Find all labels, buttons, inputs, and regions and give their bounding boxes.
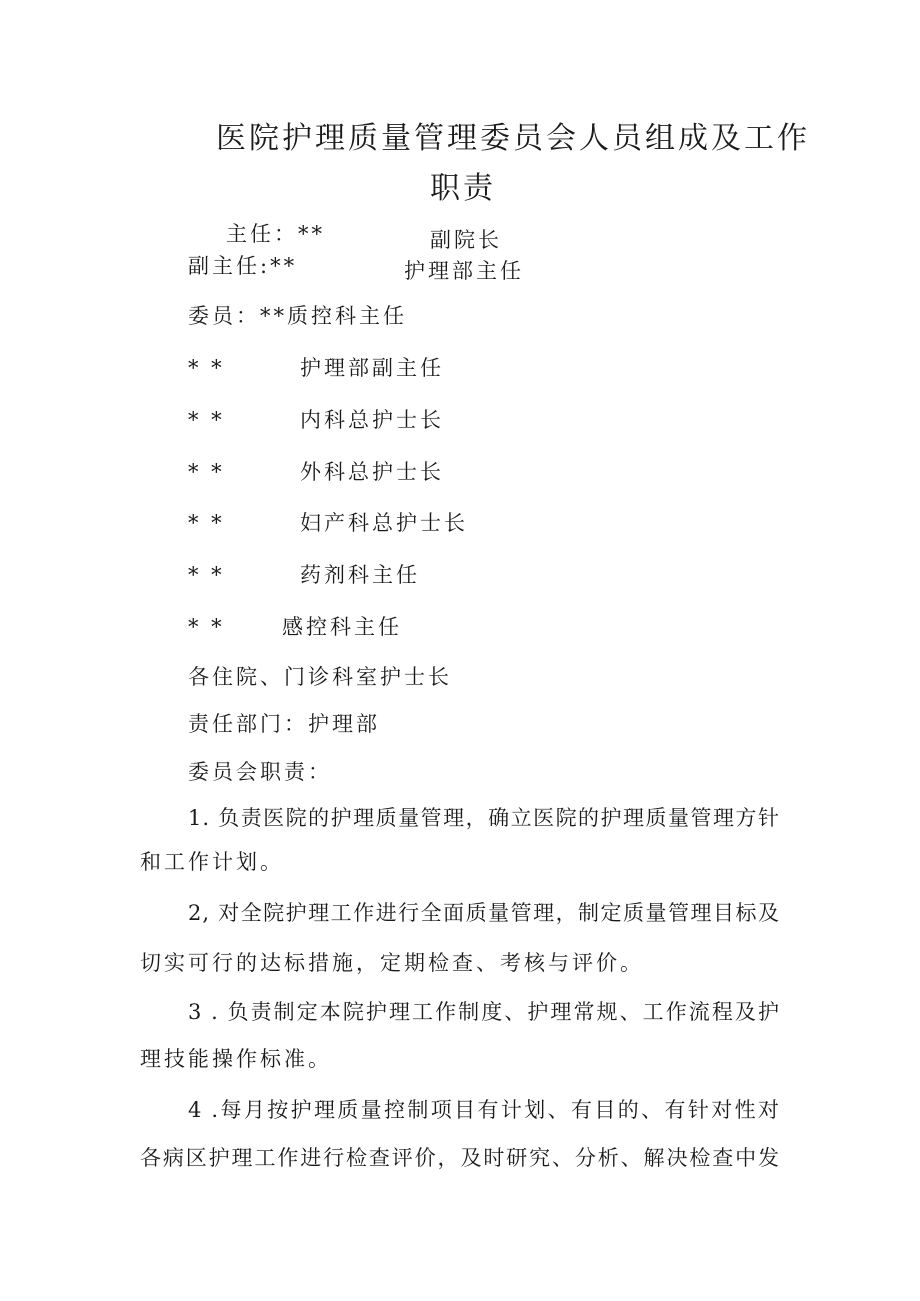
member-name: * * bbox=[188, 356, 225, 380]
member-role: 内科总护士长 bbox=[300, 408, 444, 432]
duty-2-line2: 切实可行的达标措施，定期检查、考核与评价。 bbox=[140, 951, 644, 975]
member-name: * * bbox=[188, 563, 225, 587]
document-title-line2: 职责 bbox=[430, 171, 496, 206]
member-name: * * bbox=[188, 460, 225, 484]
duty-1-line1: 1. 负责医院的护理质量管理，确立医院的护理质量管理方针 bbox=[188, 806, 780, 830]
duty-2-line1: 2, 对全院护理工作进行全面质量管理，制定质量管理目标及 bbox=[188, 901, 780, 925]
duties-header: 委员会职责： bbox=[188, 760, 332, 784]
head-nurses-line: 各住院、门诊科室护士长 bbox=[188, 665, 452, 689]
member-role: 妇产科总护士长 bbox=[300, 511, 468, 535]
member-name: * * bbox=[188, 511, 225, 535]
responsible-department: 责任部门：护理部 bbox=[188, 712, 380, 736]
director-label: 主任：** bbox=[226, 222, 325, 246]
member-role: 药剂科主任 bbox=[300, 563, 420, 587]
document-title-line1: 医院护理质量管理委员会人员组成及工作 bbox=[216, 121, 810, 156]
duty-3-line2: 理技能操作标准。 bbox=[140, 1047, 332, 1071]
director-role: 副院长 bbox=[430, 228, 502, 252]
deputy-director-role: 护理部主任 bbox=[404, 259, 524, 283]
deputy-director-label: 副主任:** bbox=[188, 254, 298, 278]
duty-4-line1: 4 .每月按护理质量控制项目有计划、有目的、有针对性对 bbox=[188, 1098, 780, 1122]
duty-4-line2: 各病区护理工作进行检查评价，及时研究、分析、解决检查中发 bbox=[140, 1146, 780, 1170]
member-role: 护理部副主任 bbox=[300, 356, 444, 380]
duty-1-line2: 和工作计划。 bbox=[140, 850, 284, 874]
member-name: * * bbox=[188, 408, 225, 432]
members-header: 委员：**质控科主任 bbox=[188, 304, 407, 328]
duty-3-line1: 3 . 负责制定本院护理工作制度、护理常规、工作流程及护 bbox=[188, 1000, 780, 1024]
member-role: 感控科主任 bbox=[282, 615, 402, 639]
member-name: * * bbox=[188, 615, 225, 639]
member-role: 外科总护士长 bbox=[300, 460, 444, 484]
